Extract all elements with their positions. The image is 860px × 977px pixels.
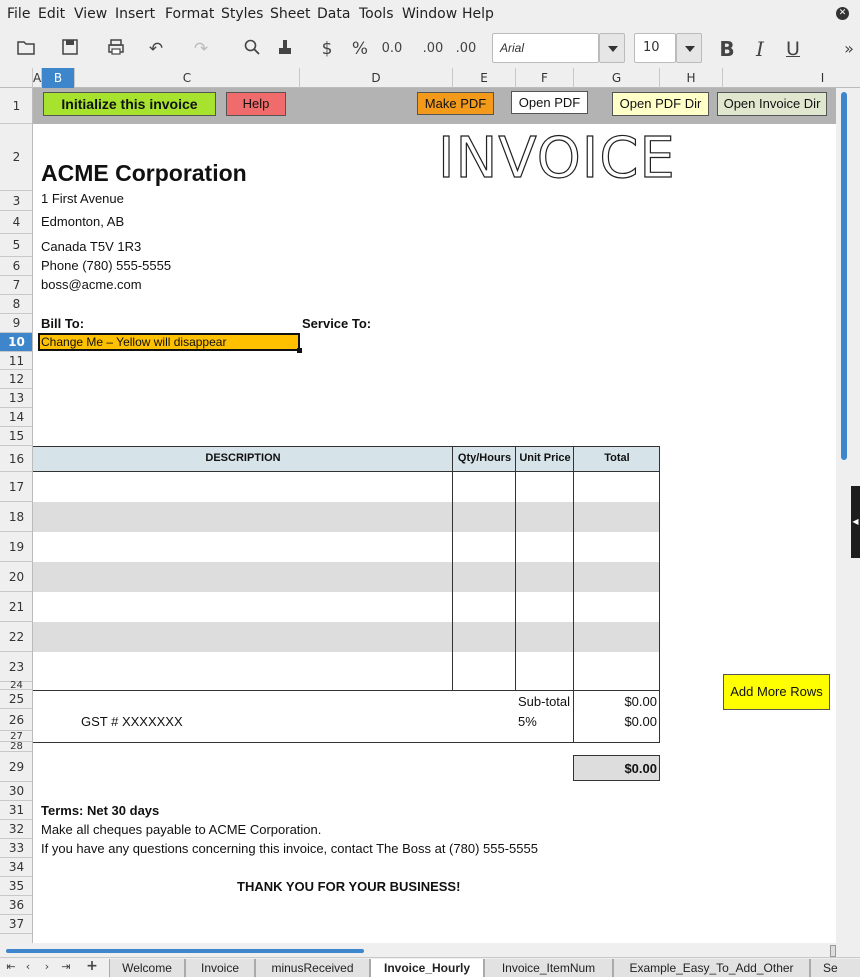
- next-sheet-icon[interactable]: ›: [44, 960, 50, 973]
- help-button[interactable]: Help: [226, 92, 286, 116]
- row-header[interactable]: 20: [0, 562, 33, 592]
- questions-contact-note: If you have any questions concerning this invoice, contact The Boss at (780) 555-5555: [41, 841, 538, 856]
- chevron-down-icon: [608, 46, 618, 52]
- initialize-invoice-button[interactable]: Initialize this invoice: [43, 92, 216, 116]
- sidebar-toggle-icon[interactable]: ◀: [851, 486, 860, 558]
- print-icon[interactable]: [105, 38, 127, 60]
- row-header[interactable]: 17: [0, 472, 33, 502]
- row-header[interactable]: 37: [0, 915, 33, 934]
- underline-icon[interactable]: U: [786, 38, 800, 60]
- sheet-tab-welcome[interactable]: Welcome: [109, 959, 185, 977]
- add-decimal-icon[interactable]: .00: [422, 41, 444, 56]
- sheet-grid[interactable]: [33, 88, 836, 943]
- gst-number: GST # XXXXXXX: [81, 714, 183, 729]
- row-header[interactable]: 29: [0, 752, 33, 782]
- vertical-scrollbar-thumb[interactable]: [841, 92, 847, 460]
- menu-data[interactable]: Data: [317, 6, 351, 22]
- row-header[interactable]: 22: [0, 622, 33, 652]
- row-header[interactable]: 36: [0, 896, 33, 915]
- percent-format-icon[interactable]: %: [351, 39, 369, 59]
- find-replace-icon[interactable]: [241, 38, 263, 60]
- toolbar-overflow-icon[interactable]: »: [844, 39, 854, 58]
- invoice-title: INVOICE: [438, 126, 676, 191]
- row-header[interactable]: 14: [0, 408, 33, 427]
- font-name-dropdown-button[interactable]: [599, 33, 625, 63]
- font-size-input[interactable]: 10: [634, 33, 676, 63]
- address-line-3: Canada T5V 1R3: [41, 239, 142, 254]
- row-header[interactable]: 24: [0, 682, 33, 690]
- row-header[interactable]: 5: [0, 234, 33, 257]
- save-icon[interactable]: [59, 38, 81, 60]
- menu-window[interactable]: Window: [402, 6, 458, 22]
- menu-view[interactable]: View: [74, 6, 108, 22]
- sheet-tab-example-easy-to-add-other[interactable]: Example_Easy_To_Add_Other: [613, 959, 810, 977]
- address-line-1: 1 First Avenue: [41, 191, 124, 206]
- menu-sheet[interactable]: Sheet: [270, 6, 311, 22]
- row-header-selected[interactable]: 10: [0, 333, 33, 352]
- row-header[interactable]: 15: [0, 427, 33, 446]
- column-header-f[interactable]: F: [516, 68, 574, 88]
- row-header[interactable]: 8: [0, 295, 33, 314]
- table-row[interactable]: [33, 622, 660, 652]
- cheques-payable-note: Make all cheques payable to ACME Corporation.: [41, 822, 322, 837]
- row-header[interactable]: 9: [0, 314, 33, 333]
- row-header[interactable]: 28: [0, 742, 33, 752]
- font-size-dropdown-button[interactable]: [676, 33, 702, 63]
- sheet-tab-truncated[interactable]: Se: [810, 959, 860, 977]
- menu-insert[interactable]: Insert: [115, 6, 156, 22]
- row-header[interactable]: 2: [0, 124, 33, 191]
- table-divider: [659, 446, 660, 743]
- last-sheet-icon[interactable]: ⇥: [61, 960, 71, 973]
- company-name: ACME Corporation: [41, 160, 247, 186]
- table-row[interactable]: [33, 562, 660, 592]
- row-header[interactable]: 30: [0, 782, 33, 801]
- italic-icon[interactable]: I: [756, 37, 764, 61]
- scrollbar-split-handle[interactable]: [830, 945, 836, 957]
- table-divider: [33, 742, 660, 743]
- make-pdf-button[interactable]: Make PDF: [417, 92, 494, 115]
- unit-price-header: Unit Price: [519, 452, 571, 464]
- undo-icon[interactable]: ↶: [148, 39, 164, 59]
- table-row[interactable]: [33, 502, 660, 532]
- row-header[interactable]: 1: [0, 88, 33, 124]
- menu-edit[interactable]: Edit: [38, 6, 66, 22]
- service-to-label: Service To:: [302, 316, 372, 331]
- select-all-corner[interactable]: [0, 68, 33, 88]
- menu-help[interactable]: Help: [462, 6, 494, 22]
- previous-sheet-icon[interactable]: ‹: [25, 960, 31, 973]
- row-header[interactable]: 33: [0, 839, 33, 858]
- qty-hours-header: Qty/Hours: [457, 452, 512, 464]
- first-sheet-icon[interactable]: ⇤: [6, 960, 16, 973]
- column-header-i[interactable]: I: [723, 68, 860, 88]
- total-header: Total: [604, 452, 630, 464]
- phone-number: Phone (780) 555-5555: [41, 258, 172, 273]
- row-header[interactable]: 27: [0, 731, 33, 742]
- row-header[interactable]: 4: [0, 211, 33, 234]
- grand-total-cell[interactable]: [573, 755, 660, 781]
- table-divider: [33, 690, 660, 691]
- row-header[interactable]: 21: [0, 592, 33, 622]
- row-header[interactable]: 32: [0, 820, 33, 839]
- column-header-e[interactable]: E: [453, 68, 516, 88]
- row-headers: [0, 88, 33, 943]
- description-header: DESCRIPTION: [205, 452, 281, 464]
- row-header[interactable]: 3: [0, 191, 33, 211]
- row-header[interactable]: 6: [0, 257, 33, 276]
- payment-terms: Terms: Net 30 days: [41, 803, 160, 818]
- clone-formatting-icon[interactable]: [274, 38, 296, 60]
- row-header[interactable]: 16: [0, 446, 33, 472]
- row-header[interactable]: 7: [0, 276, 33, 295]
- row-header[interactable]: 35: [0, 877, 33, 896]
- row-header[interactable]: 18: [0, 502, 33, 532]
- row-header[interactable]: 31: [0, 801, 33, 820]
- row-header[interactable]: 13: [0, 389, 33, 408]
- grand-total-value: $0.00: [624, 761, 657, 776]
- row-header[interactable]: 25: [0, 690, 33, 709]
- table-divider: [515, 446, 516, 690]
- gst-value: $0.00: [624, 714, 657, 729]
- bill-to-placeholder: Change Me – Yellow will disappear: [41, 335, 227, 349]
- row-header[interactable]: 23: [0, 652, 33, 682]
- column-header-h[interactable]: H: [660, 68, 723, 88]
- column-header-d[interactable]: D: [300, 68, 453, 88]
- close-document-icon[interactable]: ✕: [836, 7, 849, 20]
- row-header[interactable]: 26: [0, 709, 33, 731]
- font-name-input[interactable]: Arial: [492, 33, 599, 63]
- menu-file[interactable]: File: [7, 6, 31, 22]
- chevron-down-icon: [685, 46, 695, 52]
- bill-to-label: Bill To:: [41, 316, 85, 331]
- open-folder-icon[interactable]: [15, 38, 37, 60]
- sheet-tab-invoice[interactable]: Invoice: [185, 959, 255, 977]
- fill-handle[interactable]: [297, 348, 302, 353]
- horizontal-scrollbar-thumb[interactable]: [6, 949, 364, 953]
- sheet-tab-bar: [0, 957, 860, 977]
- menu-tools[interactable]: Tools: [359, 6, 394, 22]
- add-sheet-icon[interactable]: +: [86, 958, 98, 974]
- subtotal-value: $0.00: [624, 694, 657, 709]
- number-format-icon[interactable]: 0.0: [381, 41, 403, 56]
- email-address: boss@acme.com: [41, 277, 142, 292]
- open-pdf-button[interactable]: Open PDF: [511, 91, 588, 114]
- bold-icon[interactable]: B: [719, 37, 735, 61]
- column-header-c[interactable]: C: [75, 68, 300, 88]
- column-headers: [0, 68, 860, 88]
- row-header[interactable]: 11: [0, 352, 33, 370]
- delete-decimal-icon[interactable]: .00: [455, 41, 477, 56]
- currency-format-icon[interactable]: $: [321, 39, 333, 59]
- column-header-b[interactable]: B: [42, 68, 75, 88]
- gst-rate: 5%: [518, 714, 537, 729]
- redo-icon[interactable]: ↷: [193, 39, 209, 59]
- sheet-tab-invoice-itemnum[interactable]: Invoice_ItemNum: [484, 959, 613, 977]
- thank-you-message: THANK YOU FOR YOUR BUSINESS!: [237, 879, 461, 894]
- address-line-2: Edmonton, AB: [41, 214, 125, 229]
- open-pdf-dir-button[interactable]: Open PDF Dir: [612, 92, 709, 116]
- menu-styles[interactable]: Styles: [221, 6, 264, 22]
- subtotal-label: Sub-total: [518, 694, 571, 709]
- column-header-a[interactable]: A: [33, 68, 42, 88]
- bill-to-active-cell[interactable]: [38, 333, 300, 351]
- sheet-tab-invoice-hourly[interactable]: Invoice_Hourly: [370, 959, 484, 977]
- sheet-tab-minusreceived[interactable]: minusReceived: [255, 959, 370, 977]
- row-header[interactable]: 34: [0, 858, 33, 877]
- menu-bar: [0, 0, 860, 30]
- add-more-rows-button[interactable]: Add More Rows: [723, 674, 830, 710]
- row-header[interactable]: 12: [0, 370, 33, 389]
- column-header-g[interactable]: G: [574, 68, 660, 88]
- open-invoice-dir-button[interactable]: Open Invoice Dir: [717, 92, 827, 116]
- table-divider: [452, 446, 453, 690]
- standard-toolbar: [0, 30, 860, 68]
- row-header[interactable]: 19: [0, 532, 33, 562]
- menu-format[interactable]: Format: [165, 6, 215, 22]
